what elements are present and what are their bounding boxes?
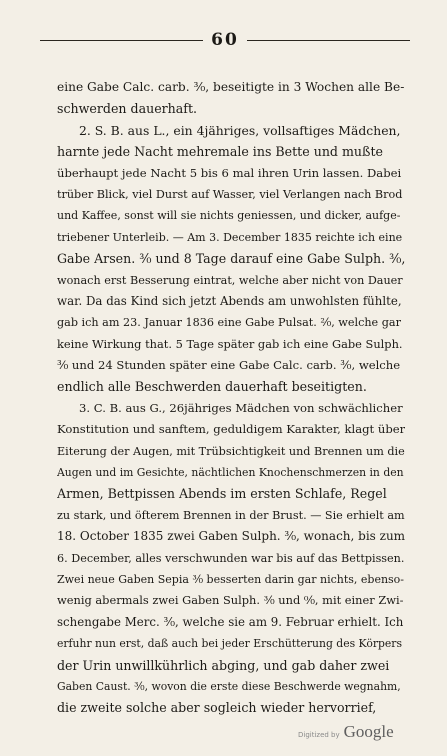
text-line: 18. October 1835 zwei Gaben Sulph. ³⁄₀, wonach, bis zum	[57, 529, 405, 544]
text-line: Gaben Caust. ³⁄₀, wovon die erste diese Beschwerde wegnahm,	[57, 679, 401, 693]
header-rule-left	[40, 40, 203, 41]
text-line: wenig abermals zwei Gaben Sulph. ³⁄₀ und ⁰⁄₀, mit einer Zwi-	[57, 593, 404, 608]
text-line: Augen und im Gesichte, nächtlichen Knochenschmerzen in den	[57, 466, 404, 480]
text-line: 3. C. B. aus G., 26jähriges Mädchen von schwächlicher	[79, 400, 403, 415]
text-line: triebener Unterleib. — Am 3. December 1835 reichte ich eine	[57, 230, 403, 244]
text-line: überhaupt jede Nacht 5 bis 6 mal ihren Urin lassen. Dabei	[57, 165, 402, 180]
text-line: die zweite solche aber sogleich wieder hervorrief,	[57, 700, 377, 716]
text-line: eine Gabe Calc. carb. ³⁄₀, beseitigte in 3 Wochen alle Be-	[57, 80, 405, 94]
text-line: war. Da das Kind sich jetzt Abends am unwohlsten fühlte,	[57, 293, 402, 308]
text-line: ³⁄₀ und 24 Stunden später eine Gabe Calc. carb. ³⁄₀, welche	[57, 358, 401, 373]
google-logo: Google	[343, 722, 394, 741]
page-header	[40, 30, 410, 50]
text-line: schengabe Merc. ³⁄₀, welche sie am 9. Februar erhielt. Ich	[57, 614, 404, 629]
text-line: 2. S. B. aus L., ein 4jähriges, vollsaftiges Mädchen,	[79, 122, 401, 138]
text-line: und Kaffee, sonst will sie nichts geniessen, und dicker, aufge-	[57, 209, 401, 223]
text-line: der Urin unwillkührlich abging, und gab daher zwei	[57, 657, 390, 673]
text-line: harnte jede Nacht mehremale ins Bette und mußte	[57, 144, 383, 160]
text-line: zu stark, und öfterem Brennen in der Brust. — Sie erhielt am	[57, 508, 405, 522]
digitized-watermark	[298, 722, 394, 742]
text-line: erfuhr nun erst, daß auch bei jeder Erschütterung des Körpers	[57, 637, 402, 651]
text-line: trüber Blick, viel Durst auf Wasser, viel Verlangen nach Brod	[57, 187, 403, 201]
page-number: 60	[211, 30, 239, 50]
text-line: schwerden dauerhaft.	[57, 101, 198, 117]
digitized-label: Digitized by	[298, 731, 340, 739]
text-line: Eiterung der Augen, mit Trübsichtigkeit und Brennen um die	[57, 444, 405, 458]
text-line: Konstitution und sanftem, geduldigem Karakter, klagt über	[57, 422, 405, 437]
page-body	[57, 77, 405, 719]
text-line: 6. December, alles verschwunden war bis auf das Bettpissen.	[57, 551, 405, 565]
text-line: endlich alle Beschwerden dauerhaft beseitigten.	[57, 379, 367, 395]
text-line: Gabe Arsen. ³⁄₀ und 8 Tage darauf eine Gabe Sulph. ³⁄₀,	[57, 251, 405, 267]
text-line: keine Wirkung that. 5 Tage später gab ich eine Gabe Sulph.	[57, 336, 403, 351]
header-rule-right	[247, 40, 410, 41]
text-line: Armen, Bettpissen Abends im ersten Schlafe, Regel	[57, 486, 387, 502]
text-line: Zwei neue Gaben Sepia ³⁄₀ besserten darin gar nichts, ebenso-	[57, 572, 405, 586]
text-line: wonach erst Besserung eintrat, welche aber nicht von Dauer	[57, 273, 403, 287]
text-line: gab ich am 23. Januar 1836 eine Gabe Pulsat. ²⁄₀, welche gar	[57, 316, 401, 330]
